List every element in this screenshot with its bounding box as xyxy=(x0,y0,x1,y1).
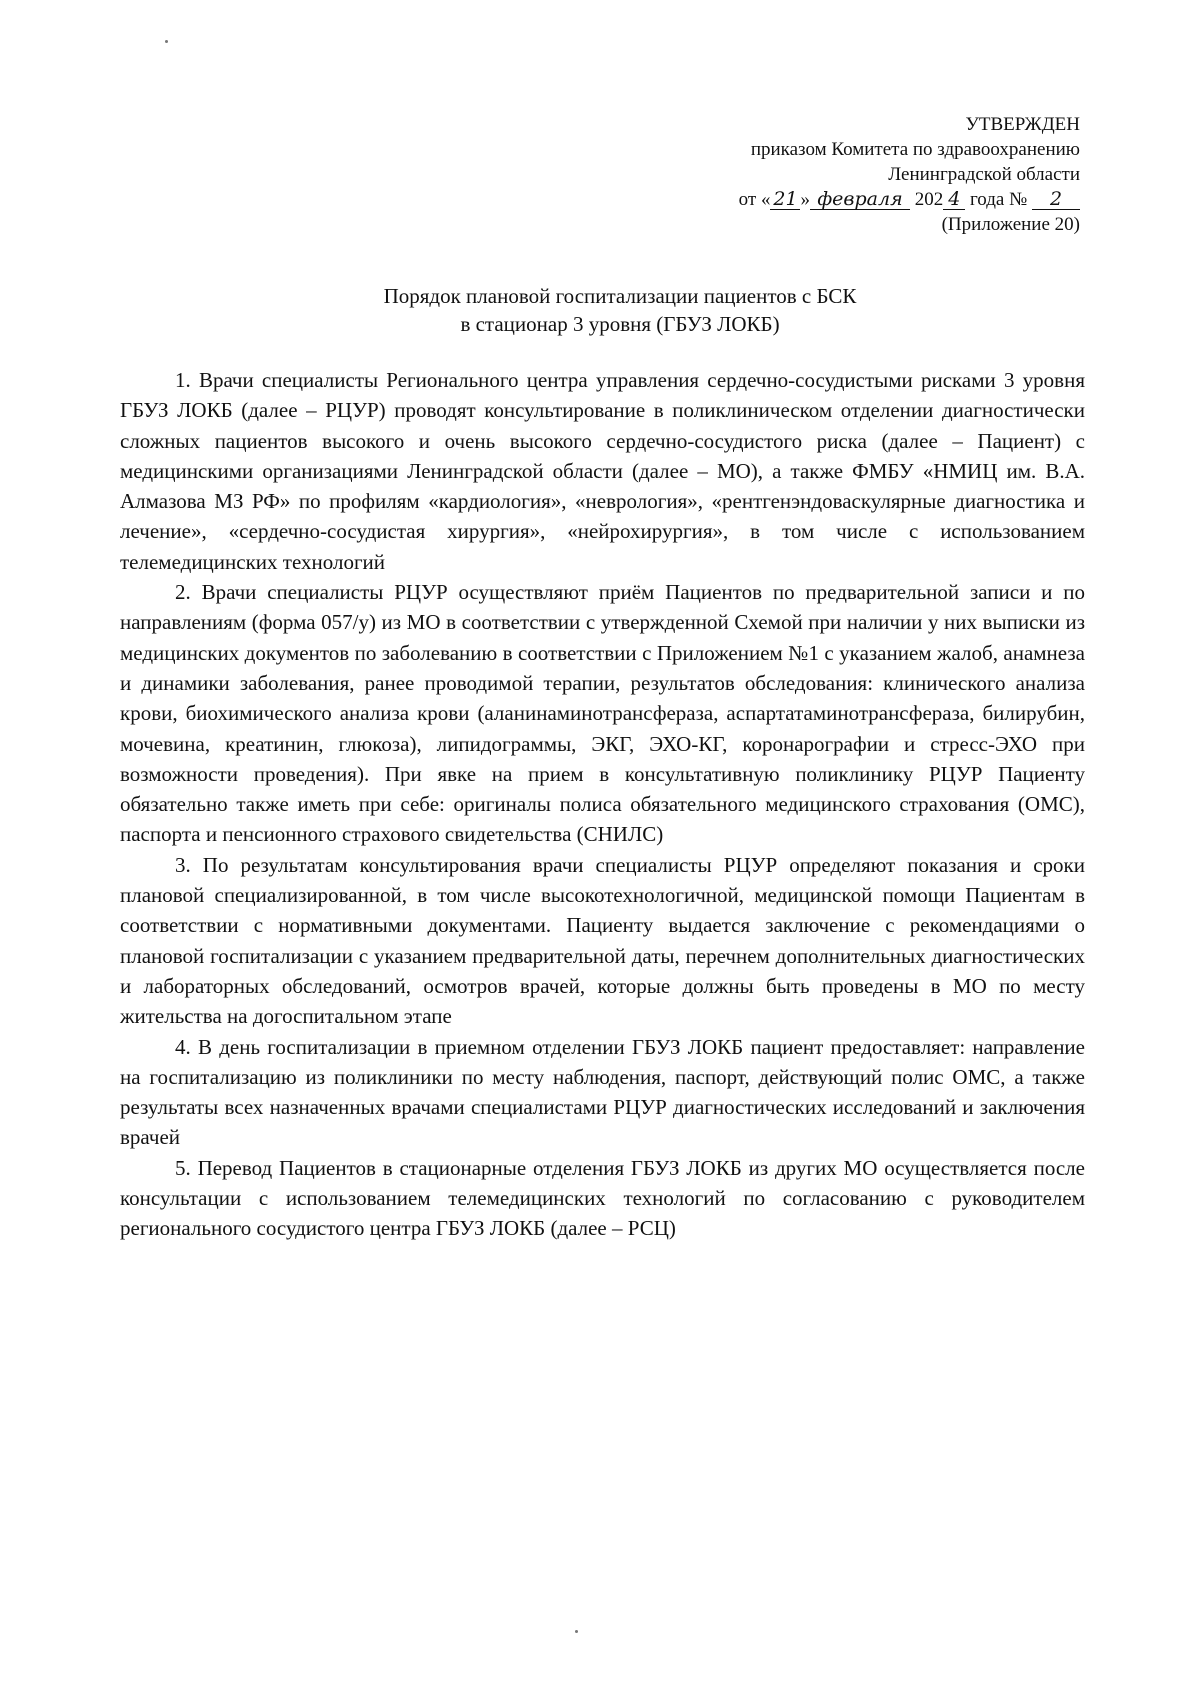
approval-date-line xyxy=(640,187,1080,212)
document-body xyxy=(120,365,1085,1244)
approval-region: Ленинградской области xyxy=(888,164,1080,185)
scan-speck xyxy=(575,1630,578,1633)
paragraph-4: 4. В день госпитализации в приемном отделении ГБУЗ ЛОКБ пациент предоставляет: направление на госпитализацию из поликлиники по месту наблюдения, паспорт, действующий полис ОМС, а также результаты всех назначенных врачами специалистами РЦУР диагностических исследований и заключения врачей xyxy=(120,1034,1085,1150)
appendix-label: (Приложение 20) xyxy=(941,214,1080,235)
year-label: года № xyxy=(969,189,1028,210)
title-line-1: Порядок плановой госпитализации пациентов с БСК xyxy=(383,284,857,308)
paragraph-1: 1. Врачи специалисты Регионального центра управления сердечно-сосудистыми рисками 3 уровня ГБУЗ ЛОКБ (далее – РЦУР) проводят консультирование в поликлиническом отделении диагностически сложных пациентов высокого и очень высокого сердечно-сосудистого риска (далее – Пациент) с медицинскими организациями Ленинградской области (далее – МО), а также ФМБУ «НМИЦ им. В.А. Алмазова МЗ РФ» по профилям «кардиология», «неврология», «рентгенэндоваскулярные диагностика и лечение», «сердечно-сосудистая хирургия», «нейрохирургия», в том числе с использованием телемедицинских технологий xyxy=(120,368,1085,574)
document-title xyxy=(120,282,1120,338)
handwritten-day: 21 xyxy=(770,189,800,210)
handwritten-month: февраля xyxy=(810,189,910,210)
date-prefix: от « xyxy=(738,189,771,210)
handwritten-year-digit: 4 xyxy=(943,189,965,210)
approval-heading: УТВЕРЖДЕН xyxy=(965,114,1080,135)
approval-order-issuer: приказом Комитета по здравоохранению xyxy=(750,139,1080,160)
scan-speck xyxy=(165,40,168,43)
paragraph-2: 2. Врачи специалисты РЦУР осуществляют приём Пациентов по предварительной записи и по направлениям (форма 057/у) из МО в соответствии с утвержденной Схемой при наличии у них выписки из медицинских документов по заболеванию в соответствии с Приложением №1 с указанием жалоб, анамнеза и динамики заболевания, ранее проводимой терапии, результатов обследования: клинического анализа крови, биохимического анализа крови (аланинаминотрансфераза, аспартатаминотрансфераза, билирубин, мочевина, креатинин, глюкоза), липидограммы, ЭКГ, ЭХО-КГ, коронарографии и стресс-ЭХО при возможности проведения). При явке на прием в консультативную поликлинику РЦУР Пациенту обязательно также иметь при себе: оригиналы полиса обязательного медицинского страхования (ОМС), паспорта и пенсионного страхового свидетельства (СНИЛС) xyxy=(120,580,1085,847)
paragraph-3: 3. По результатам консультирования врачи специалисты РЦУР определяют показания и сроки плановой специализированной, в том числе высокотехнологичной, медицинской помощи Пациентам в соответствии с нормативными документами. Пациенту выдается заключение с рекомендациями о плановой госпитализации с указанием предварительной даты, перечнем дополнительных диагностических и лабораторных обследований, осмотров врачей, которые должны быть проведены в МО по месту жительства на догоспитальном этапе xyxy=(120,852,1085,1029)
paragraph-5: 5. Перевод Пациентов в стационарные отделения ГБУЗ ЛОКБ из других МО осуществляется после консультации с использованием телемедицинских технологий по согласованию с руководителем регионального сосудистого центра ГБУЗ ЛОКБ (далее – РСЦ) xyxy=(120,1155,1085,1241)
handwritten-order-number: 2 xyxy=(1032,189,1080,210)
date-mid: » xyxy=(800,189,810,210)
year-prefix: 202 xyxy=(914,189,944,210)
title-line-2: в стационар 3 уровня (ГБУЗ ЛОКБ) xyxy=(460,312,780,336)
approval-stamp xyxy=(640,112,1080,237)
